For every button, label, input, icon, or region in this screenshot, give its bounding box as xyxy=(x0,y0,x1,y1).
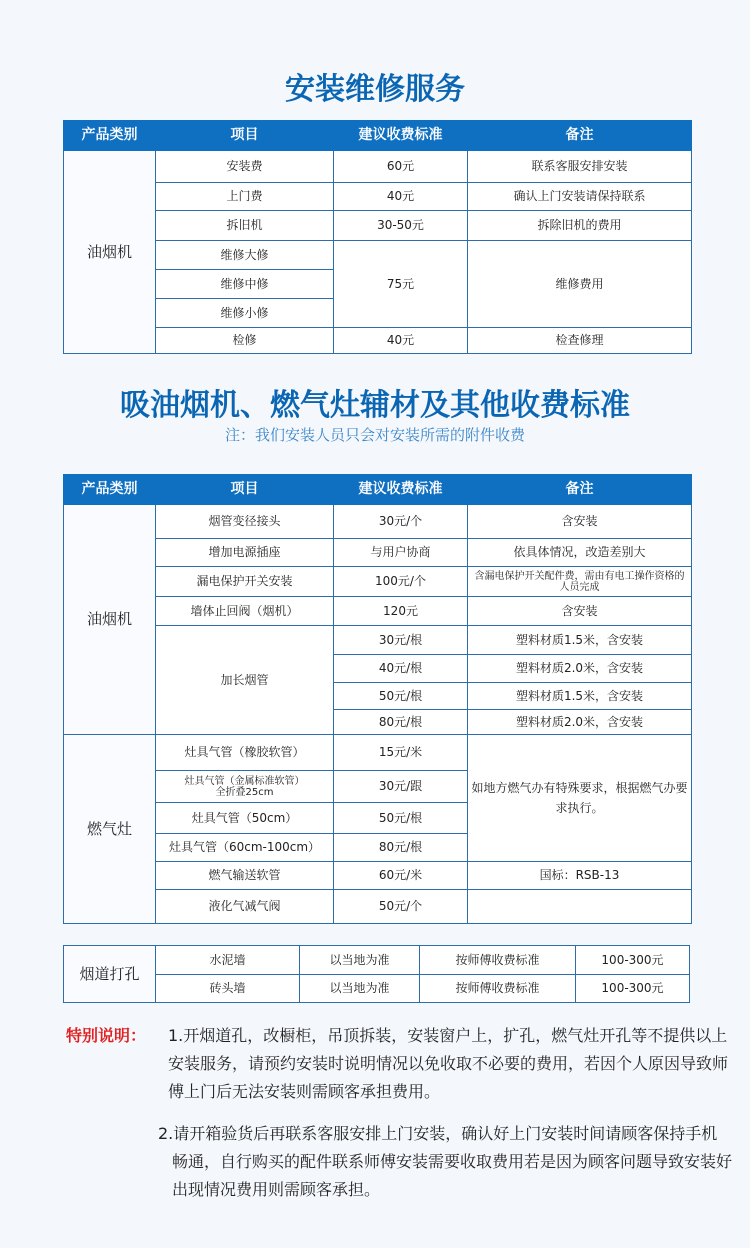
note-cell: 塑料材质2.0米，含安装 xyxy=(468,655,692,683)
basis-cell: 以当地为准 xyxy=(300,975,420,1003)
header-item: 项目 xyxy=(156,475,334,505)
item-cell: 燃气输送软管 xyxy=(156,862,334,890)
price-cell: 30-50元 xyxy=(334,211,468,241)
price-cell: 40元/根 xyxy=(334,655,468,683)
header-category: 产品类别 xyxy=(64,475,156,505)
basis-cell: 以当地为准 xyxy=(300,946,420,975)
table-row xyxy=(64,151,692,183)
price-cell: 100元/个 xyxy=(334,567,468,597)
table-row xyxy=(64,211,692,241)
special-item-2: 2.请开箱验货后再联系客服安排上门安装，确认好上门安装时间请顾客保持手机畅通，自行购买的配件联系师傅安装需要收取费用若是因为顾客问题导致安装好出现情况费用则需顾客承担。 xyxy=(158,1124,733,1199)
price-cell: 30元/个 xyxy=(334,505,468,539)
table-row xyxy=(64,505,692,539)
standard-cell: 按师傅收费标准 xyxy=(420,946,576,975)
item-cell xyxy=(156,771,334,803)
table-row xyxy=(64,597,692,626)
table-row xyxy=(64,890,692,924)
price-cell: 与用户协商 xyxy=(334,539,468,567)
item-cell: 灶具气管（橡胶软管） xyxy=(156,735,334,771)
category-cell: 油烟机 xyxy=(64,151,156,354)
item-cell: 加长烟管 xyxy=(156,626,334,735)
special-label: 特别说明： xyxy=(66,1026,147,1045)
section2-note: 注：我们安装人员只会对安装所需的附件收费 xyxy=(224,426,525,444)
table-row xyxy=(64,946,690,975)
note-cell: 如地方燃气办有特殊要求，根据燃气办要求执行。 xyxy=(468,735,692,862)
note-cell: 拆除旧机的费用 xyxy=(468,211,692,241)
table-row xyxy=(64,862,692,890)
header-note: 备注 xyxy=(468,475,692,505)
note-cell: 检查修理 xyxy=(468,328,692,354)
note-cell: 确认上门安装请保持联系 xyxy=(468,183,692,211)
note-cell: 塑料材质2.0米，含安装 xyxy=(468,710,692,735)
item-cell: 维修小修 xyxy=(156,299,334,328)
wall-cell: 砖头墙 xyxy=(156,975,300,1003)
item-cell: 增加电源插座 xyxy=(156,539,334,567)
install-repair-table xyxy=(63,120,692,354)
item-cell: 维修大修 xyxy=(156,241,334,270)
header-price: 建议收费标准 xyxy=(334,121,468,151)
price-cell: 30元/跟 xyxy=(334,771,468,803)
note-cell: 塑料材质1.5米，含安装 xyxy=(468,683,692,710)
item-line: 全折叠25cm xyxy=(215,786,274,798)
table-row xyxy=(64,567,692,597)
note-cell: 含安装 xyxy=(468,505,692,539)
price-cell: 50元/根 xyxy=(334,683,468,710)
wall-cell: 水泥墙 xyxy=(156,946,300,975)
price-cell: 75元 xyxy=(334,241,468,328)
special-item-1: 1.开烟道孔，改橱柜，吊顶拆装，安装窗户上，扩孔，燃气灶开孔等不提供以上安装服务，请预约安装时说明情况以免收取不必要的费用，若因个人原因导致师傅上门后无法安装则需顾客承担费用。 xyxy=(168,1026,729,1101)
header-item: 项目 xyxy=(156,121,334,151)
price-cell: 60元 xyxy=(334,151,468,183)
table-row xyxy=(64,241,692,270)
standard-cell: 按师傅收费标准 xyxy=(420,975,576,1003)
note-cell: 含安装 xyxy=(468,597,692,626)
item-cell: 墙体止回阀（烟机） xyxy=(156,597,334,626)
header-price: 建议收费标准 xyxy=(334,475,468,505)
price-cell: 40元 xyxy=(334,328,468,354)
table-row xyxy=(64,183,692,211)
item-cell: 液化气减气阀 xyxy=(156,890,334,924)
price-cell: 80元/根 xyxy=(334,710,468,735)
note-cell: 维修费用 xyxy=(468,241,692,328)
item-cell: 灶具气管（50cm） xyxy=(156,803,334,834)
item-cell: 安装费 xyxy=(156,151,334,183)
price-cell: 40元 xyxy=(334,183,468,211)
table-row xyxy=(64,735,692,771)
price-cell: 50元/个 xyxy=(334,890,468,924)
price-cell: 100-300元 xyxy=(576,946,690,975)
category-cell: 油烟机 xyxy=(64,505,156,735)
item-cell: 拆旧机 xyxy=(156,211,334,241)
table-header-row xyxy=(64,121,692,151)
table-header-row xyxy=(64,475,692,505)
section2-title: 吸油烟机、燃气灶辅材及其他收费标准 xyxy=(120,388,630,423)
accessories-table xyxy=(63,474,692,924)
category-cell: 烟道打孔 xyxy=(64,946,156,1003)
header-category: 产品类别 xyxy=(64,121,156,151)
note-cell: 联系客服安排安装 xyxy=(468,151,692,183)
table-row xyxy=(64,539,692,567)
price-cell: 15元/米 xyxy=(334,735,468,771)
item-cell: 漏电保护开关安装 xyxy=(156,567,334,597)
price-cell: 30元/根 xyxy=(334,626,468,655)
table-row xyxy=(64,626,692,655)
item-cell: 维修中修 xyxy=(156,270,334,299)
note-cell: 依具体情况，改造差别大 xyxy=(468,539,692,567)
item-cell: 烟管变径接头 xyxy=(156,505,334,539)
price-cell: 120元 xyxy=(334,597,468,626)
table-row xyxy=(64,975,690,1003)
category-cell: 燃气灶 xyxy=(64,735,156,924)
price-cell: 80元/根 xyxy=(334,834,468,862)
header-note: 备注 xyxy=(468,121,692,151)
price-cell: 60元/米 xyxy=(334,862,468,890)
item-cell: 灶具气管（60cm-100cm） xyxy=(156,834,334,862)
item-cell: 上门费 xyxy=(156,183,334,211)
note-cell xyxy=(468,890,692,924)
item-cell: 检修 xyxy=(156,328,334,354)
note-cell: 塑料材质1.5米，含安装 xyxy=(468,626,692,655)
note-cell: 国标：RSB-13 xyxy=(468,862,692,890)
table-row xyxy=(64,328,692,354)
item-line: 灶具气管（金属标准软管） xyxy=(184,775,305,787)
flue-drilling-table xyxy=(63,945,690,1003)
note-cell: 含漏电保护开关配件费，需由有电工操作资格的人员完成 xyxy=(468,567,692,597)
price-cell: 100-300元 xyxy=(576,975,690,1003)
section1-title: 安装维修服务 xyxy=(285,72,465,107)
price-cell: 50元/根 xyxy=(334,803,468,834)
